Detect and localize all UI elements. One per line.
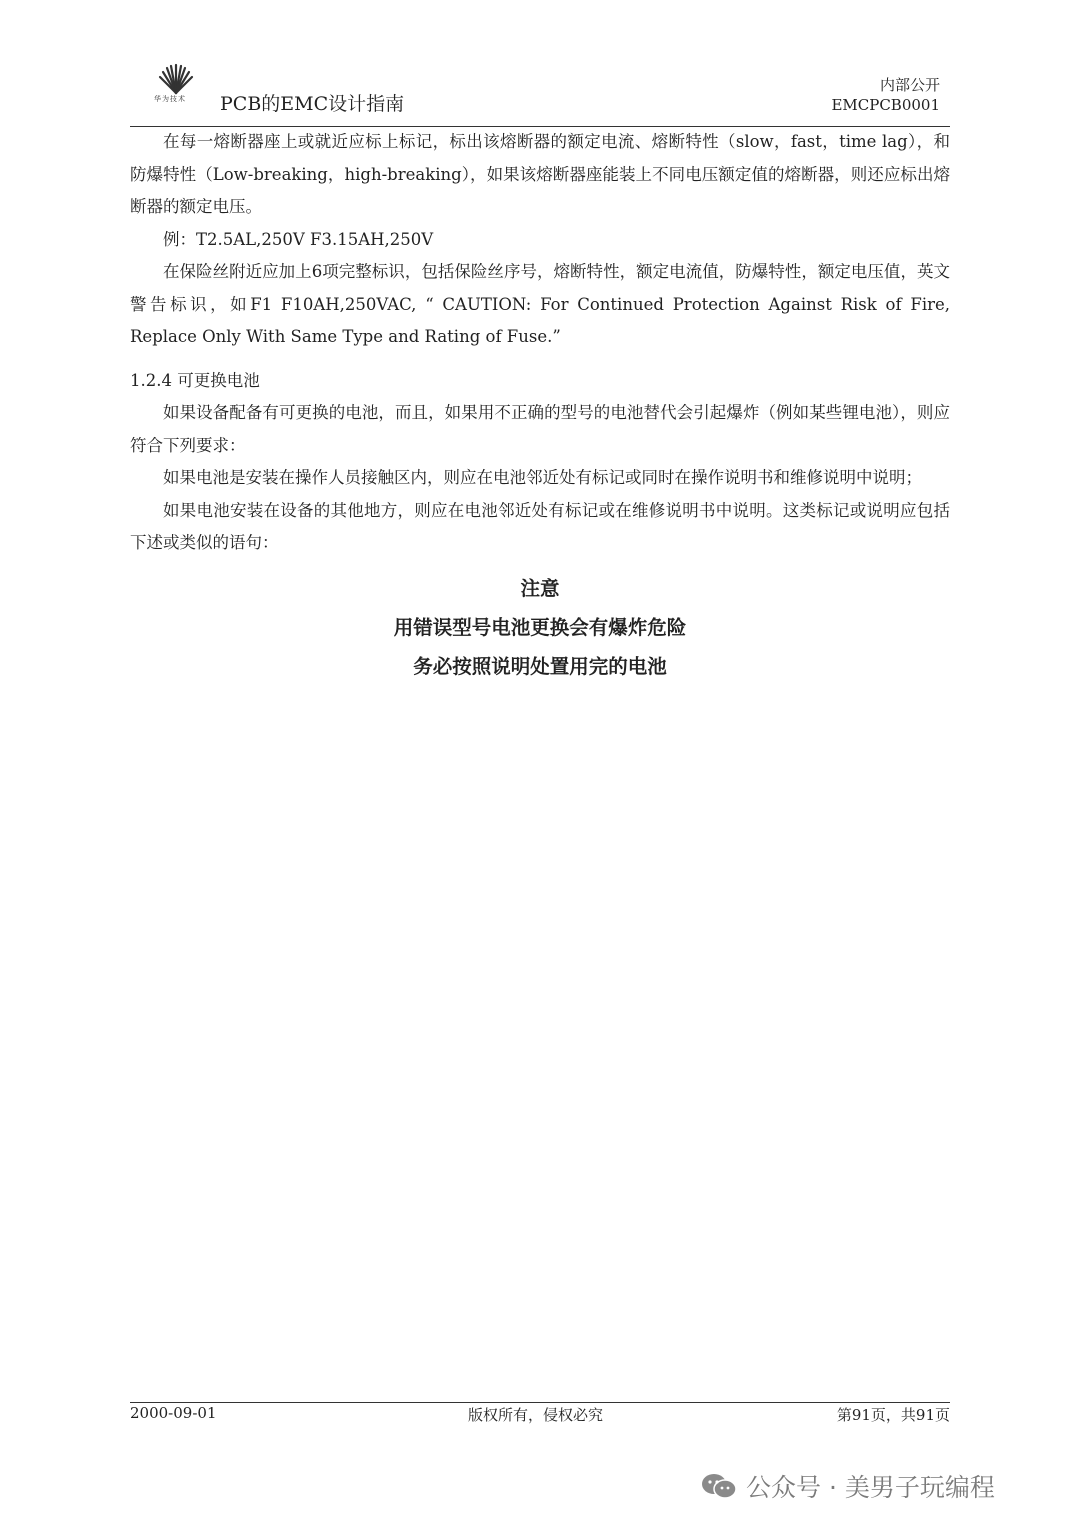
notice-title: 注意 xyxy=(520,576,560,600)
logo-text: 华为技术 xyxy=(154,95,186,103)
footer-page-number: 第91页，共91页 xyxy=(836,1406,950,1424)
paragraph-example: 例：T2.5AL,250V F3.15AH,250V xyxy=(163,229,434,249)
page-content xyxy=(130,126,950,686)
page-header xyxy=(130,60,950,127)
notice-line-1: 用错误型号电池更换会有爆炸危险 xyxy=(393,615,687,639)
section-heading: 1.2.4 可更换电池 xyxy=(130,370,260,390)
page-footer xyxy=(130,1402,950,1424)
paragraph-fuse-marking: 在每一熔断器座上或就近应标上标记，标出该熔断器的额定电流、熔断特性（slow，fast，time lag），和防爆特性（Low-breaking，high-breaking），如果该熔断器座能装上不同电压额定值的熔断器，则还应标出熔断器的额定电压。 xyxy=(130,132,950,216)
paragraph-battery-other-location: 如果电池安装在设备的其他地方，则应在电池邻近处有标记或在维修说明书中说明。这类标记或说明应包括下述或类似的语句： xyxy=(130,500,950,552)
classification-label: 内部公开 xyxy=(879,76,940,94)
notice-line-2: 务必按照说明处置用完的电池 xyxy=(413,654,667,678)
paragraph-battery-operator-area: 如果电池是安装在操作人员接触区内，则应在电池邻近处有标记或同时在操作说明书和维修说明中说明； xyxy=(163,468,922,487)
paragraph-fuse-labels: 在保险丝附近应加上6项完整标识，包括保险丝序号，熔断特性，额定电流值，防爆特性，额定电压值，英文警告标识，如F1 F10AH,250VAC, “ CAUTION: For Continued Protection Against Risk of Fire, Replace Only With Same Type and Rating of Fuse.” xyxy=(130,262,950,346)
paragraph-battery-intro: 如果设备配备有可更换的电池，而且，如果用不正确的型号的电池替代会引起爆炸（例如某些锂电池），则应符合下列要求： xyxy=(130,403,950,455)
notice-block xyxy=(130,569,950,686)
document-title: PCB的EMC设计指南 xyxy=(220,93,405,115)
footer-date: 2000-09-01 xyxy=(130,1404,217,1422)
watermark-text: 公众号 · 美男子玩编程 xyxy=(746,1473,995,1502)
wechat-icon xyxy=(700,1472,738,1500)
document-code: EMCPCB0001 xyxy=(831,96,940,114)
header-right xyxy=(831,75,940,115)
watermark xyxy=(700,1466,995,1506)
footer-copyright: 版权所有，侵权必究 xyxy=(468,1406,604,1424)
